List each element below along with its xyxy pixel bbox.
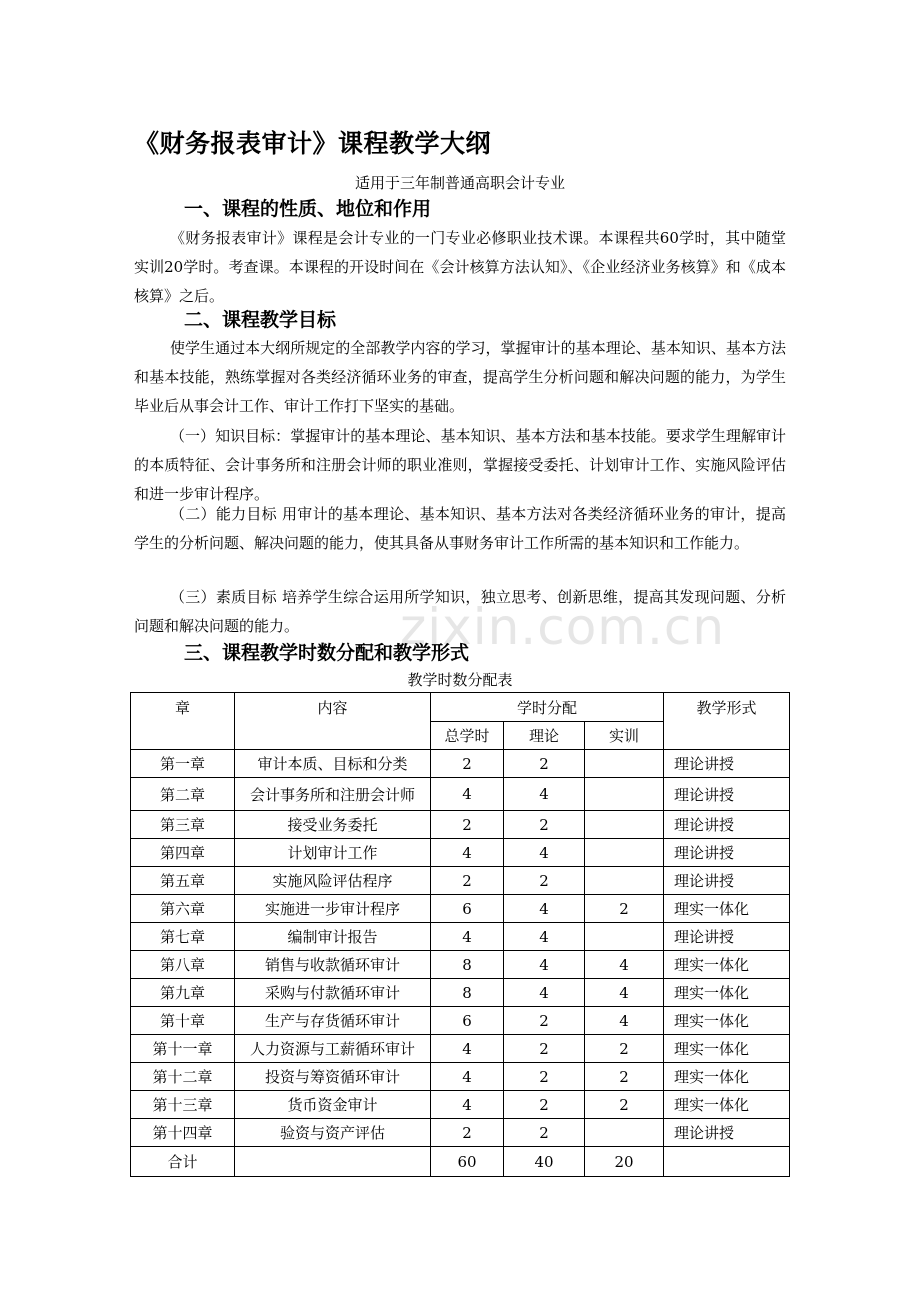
cell-theory-hours: 4 [504, 923, 585, 951]
cell-chapter: 第十一章 [131, 1035, 235, 1063]
table-row [131, 750, 790, 778]
header-chapter: 章 [131, 693, 235, 750]
cell-chapter: 第四章 [131, 839, 235, 867]
cell-chapter: 第十章 [131, 1007, 235, 1035]
cell-practice-hours: 2 [585, 1063, 664, 1091]
cell-theory-hours: 4 [504, 895, 585, 923]
cell-content: 验资与资产评估 [235, 1119, 431, 1147]
table-summary-row [131, 1147, 790, 1177]
table-row [131, 867, 790, 895]
cell-chapter: 第九章 [131, 979, 235, 1007]
cell-total-hours: 8 [431, 979, 504, 1007]
table-row [131, 1091, 790, 1119]
cell-content: 接受业务委托 [235, 811, 431, 839]
cell-practice-hours [585, 923, 664, 951]
cell-practice-hours: 20 [585, 1147, 664, 1177]
cell-teaching-form: 理实一体化 [664, 1007, 790, 1035]
cell-teaching-form: 理论讲授 [664, 750, 790, 778]
cell-chapter: 第十三章 [131, 1091, 235, 1119]
cell-content [235, 1147, 431, 1177]
cell-content: 销售与收款循环审计 [235, 951, 431, 979]
table-row [131, 923, 790, 951]
cell-theory-hours: 2 [504, 811, 585, 839]
cell-total-hours: 4 [431, 778, 504, 811]
section-2-paragraph-quality: （三）素质目标 培养学生综合运用所学知识，独立思考、创新思维，提高其发现问题、分析问题和解决问题的能力。 [134, 588, 786, 635]
header-total-hours: 总学时 [431, 722, 504, 750]
cell-theory-hours: 2 [504, 1091, 585, 1119]
cell-content: 会计事务所和注册会计师 [235, 778, 431, 811]
cell-theory-hours: 40 [504, 1147, 585, 1177]
cell-total-hours: 2 [431, 750, 504, 778]
cell-chapter: 第六章 [131, 895, 235, 923]
table-header [131, 693, 790, 750]
cell-total-hours: 4 [431, 923, 504, 951]
cell-theory-hours: 2 [504, 1035, 585, 1063]
cell-content: 货币资金审计 [235, 1091, 431, 1119]
table-row [131, 895, 790, 923]
cell-theory-hours: 2 [504, 1119, 585, 1147]
cell-content: 实施风险评估程序 [235, 867, 431, 895]
table-row [131, 1119, 790, 1147]
cell-total-hours: 4 [431, 1063, 504, 1091]
section-2-paragraph-knowledge: （一）知识目标：掌握审计的基本理论、基本知识、基本方法和基本技能。要求学生理解审计的本质特征、会计事务所和注册会计师的职业准则，掌握接受委托、计划审计工作、实施风险评估和进一步审计程序。 [134, 427, 786, 503]
cell-total-hours: 6 [431, 1007, 504, 1035]
cell-teaching-form: 理实一体化 [664, 1091, 790, 1119]
section-heading-2: 二、课程教学目标 [184, 309, 337, 331]
cell-teaching-form: 理实一体化 [664, 1035, 790, 1063]
table-row [131, 839, 790, 867]
cell-total-hours: 8 [431, 951, 504, 979]
cell-teaching-form: 理论讲授 [664, 839, 790, 867]
cell-content: 人力资源与工薪循环审计 [235, 1035, 431, 1063]
table-row [131, 811, 790, 839]
header-content: 内容 [235, 693, 431, 750]
cell-practice-hours [585, 811, 664, 839]
section-heading-3: 三、课程教学时数分配和教学形式 [184, 642, 470, 664]
cell-content: 投资与筹资循环审计 [235, 1063, 431, 1091]
cell-practice-hours: 2 [585, 1091, 664, 1119]
cell-chapter: 第二章 [131, 778, 235, 811]
cell-content: 生产与存货循环审计 [235, 1007, 431, 1035]
cell-chapter: 第七章 [131, 923, 235, 951]
cell-theory-hours: 2 [504, 1007, 585, 1035]
cell-chapter: 第八章 [131, 951, 235, 979]
section-2-paragraph-1: 使学生通过本大纲所规定的全部教学内容的学习，掌握审计的基本理论、基本知识、基本方法和基本技能，熟练掌握对各类经济循环业务的审查，提高学生分析问题和解决问题的能力，为学生毕业后从事会计工作、审计工作打下坚实的基础。 [134, 339, 786, 415]
cell-teaching-form: 理论讲授 [664, 923, 790, 951]
watermark: zixin.com.cn [400, 598, 726, 656]
cell-teaching-form: 理论讲授 [664, 778, 790, 811]
cell-content: 编制审计报告 [235, 923, 431, 951]
cell-practice-hours: 4 [585, 979, 664, 1007]
cell-teaching-form: 理实一体化 [664, 1063, 790, 1091]
section-1-paragraph: 《财务报表审计》课程是会计专业的一门专业必修职业技术课。本课程共60学时，其中随堂实训20学时。考查课。本课程的开设时间在《会计核算方法认知》、《企业经济业务核算》和《成本核算》之后。 [134, 229, 786, 305]
cell-content: 采购与付款循环审计 [235, 979, 431, 1007]
header-theory-hours: 理论 [504, 722, 585, 750]
cell-teaching-form: 理实一体化 [664, 951, 790, 979]
cell-chapter: 第五章 [131, 867, 235, 895]
table-row [131, 1035, 790, 1063]
cell-teaching-form: 理论讲授 [664, 1119, 790, 1147]
document-title: 《财务报表审计》课程教学大纲 [134, 129, 492, 158]
cell-theory-hours: 2 [504, 750, 585, 778]
table-caption: 教学时数分配表 [407, 671, 513, 689]
cell-practice-hours [585, 867, 664, 895]
table-row [131, 778, 790, 811]
cell-practice-hours: 2 [585, 895, 664, 923]
cell-total-hours: 60 [431, 1147, 504, 1177]
table-row [131, 1063, 790, 1091]
cell-teaching-form: 理论讲授 [664, 811, 790, 839]
cell-practice-hours: 4 [585, 1007, 664, 1035]
cell-theory-hours: 4 [504, 778, 585, 811]
cell-chapter: 第一章 [131, 750, 235, 778]
cell-total-hours: 2 [431, 811, 504, 839]
header-hours-allocation: 学时分配 [431, 693, 664, 722]
cell-chapter: 第十四章 [131, 1119, 235, 1147]
table-body [131, 750, 790, 1177]
cell-content: 审计本质、目标和分类 [235, 750, 431, 778]
table-row [131, 979, 790, 1007]
section-heading-1: 一、课程的性质、地位和作用 [184, 198, 432, 220]
cell-total-hours: 2 [431, 867, 504, 895]
cell-practice-hours [585, 778, 664, 811]
cell-total-hours: 2 [431, 1119, 504, 1147]
cell-chapter: 第三章 [131, 811, 235, 839]
cell-practice-hours [585, 839, 664, 867]
cell-theory-hours: 4 [504, 839, 585, 867]
cell-theory-hours: 2 [504, 867, 585, 895]
header-practice-hours: 实训 [585, 722, 664, 750]
cell-total-hours: 6 [431, 895, 504, 923]
cell-total-hours: 4 [431, 839, 504, 867]
cell-theory-hours: 2 [504, 1063, 585, 1091]
hours-allocation-table [130, 692, 790, 1177]
header-teaching-form: 教学形式 [664, 693, 790, 750]
table-row [131, 951, 790, 979]
cell-teaching-form: 理论讲授 [664, 867, 790, 895]
cell-chapter: 合计 [131, 1147, 235, 1177]
cell-teaching-form [664, 1147, 790, 1177]
cell-practice-hours [585, 750, 664, 778]
cell-total-hours: 4 [431, 1035, 504, 1063]
cell-theory-hours: 4 [504, 951, 585, 979]
cell-teaching-form: 理实一体化 [664, 895, 790, 923]
cell-teaching-form: 理实一体化 [664, 979, 790, 1007]
section-2-paragraph-ability: （二）能力目标 用审计的基本理论、基本知识、基本方法对各类经济循环业务的审计，提高学生的分析问题、解决问题的能力，使其具备从事财务审计工作所需的基本知识和工作能力。 [134, 505, 786, 552]
cell-practice-hours: 2 [585, 1035, 664, 1063]
cell-content: 计划审计工作 [235, 839, 431, 867]
table-row [131, 1007, 790, 1035]
cell-practice-hours: 4 [585, 951, 664, 979]
cell-practice-hours [585, 1119, 664, 1147]
cell-theory-hours: 4 [504, 979, 585, 1007]
cell-chapter: 第十二章 [131, 1063, 235, 1091]
cell-content: 实施进一步审计程序 [235, 895, 431, 923]
document-subtitle: 适用于三年制普通高职会计专业 [354, 174, 565, 192]
cell-total-hours: 4 [431, 1091, 504, 1119]
